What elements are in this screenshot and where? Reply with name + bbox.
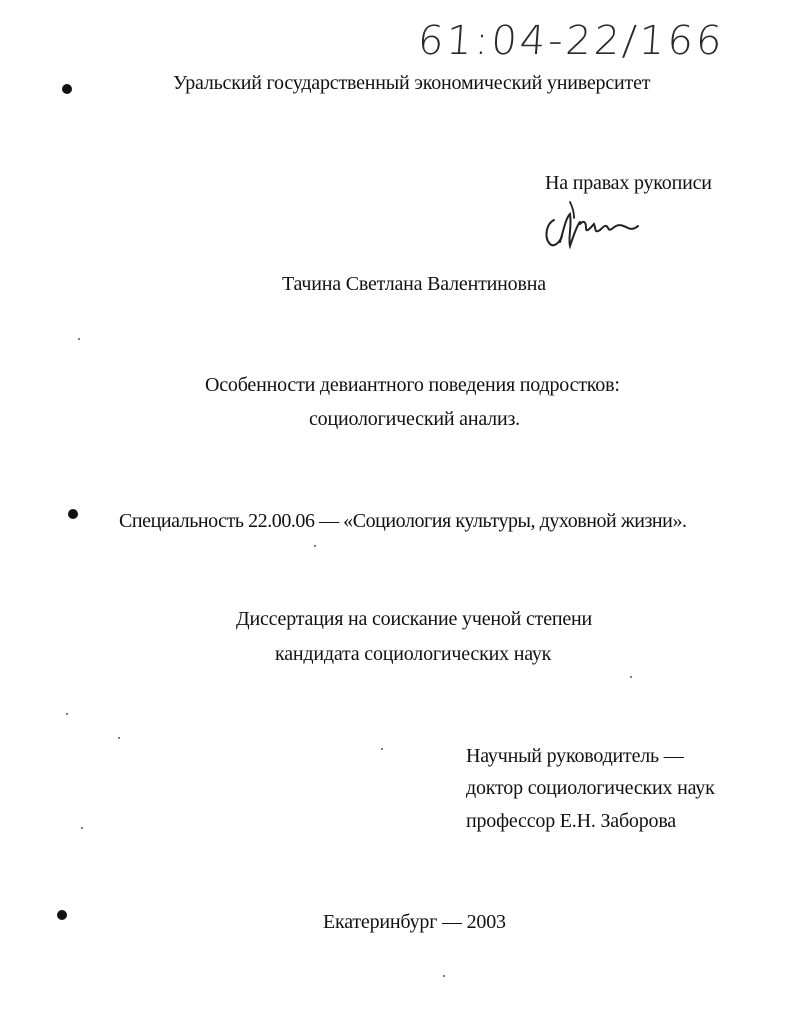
scan-speck	[314, 545, 316, 547]
supervisor-degree: доктор социологических наук	[466, 777, 715, 799]
scan-speck	[630, 676, 632, 678]
author-signature	[540, 198, 640, 253]
degree-line2: кандидата социологических наук	[275, 643, 552, 665]
dissertation-title-line1: Особенности девиантного поведения подростков:	[205, 374, 620, 396]
author-name: Тачина Светлана Валентиновна	[282, 273, 546, 295]
binding-hole-bottom	[57, 910, 67, 920]
scan-speck	[118, 737, 120, 739]
binding-hole-middle	[68, 509, 78, 519]
binding-hole-top	[62, 84, 72, 94]
manuscript-rights: На правах рукописи	[545, 172, 712, 194]
degree-line1: Диссертация на соискание ученой степени	[236, 608, 593, 630]
dissertation-title-line2: социологический анализ.	[309, 408, 520, 430]
scan-speck	[81, 827, 83, 829]
scan-speck	[66, 713, 68, 715]
place-year: Екатеринбург — 2003	[323, 911, 506, 933]
specialty: Специальность 22.00.06 — «Социология культуры, духовной жизни».	[119, 510, 687, 532]
archive-number: 61:04-22/166	[416, 18, 727, 64]
supervisor-title: Научный руководитель —	[466, 745, 684, 767]
scan-speck	[443, 975, 445, 977]
supervisor-name: профессор Е.Н. Заборова	[466, 810, 676, 832]
university-name: Уральский государственный экономический университет	[173, 72, 651, 94]
scan-speck	[78, 338, 80, 340]
scan-speck	[381, 748, 383, 750]
